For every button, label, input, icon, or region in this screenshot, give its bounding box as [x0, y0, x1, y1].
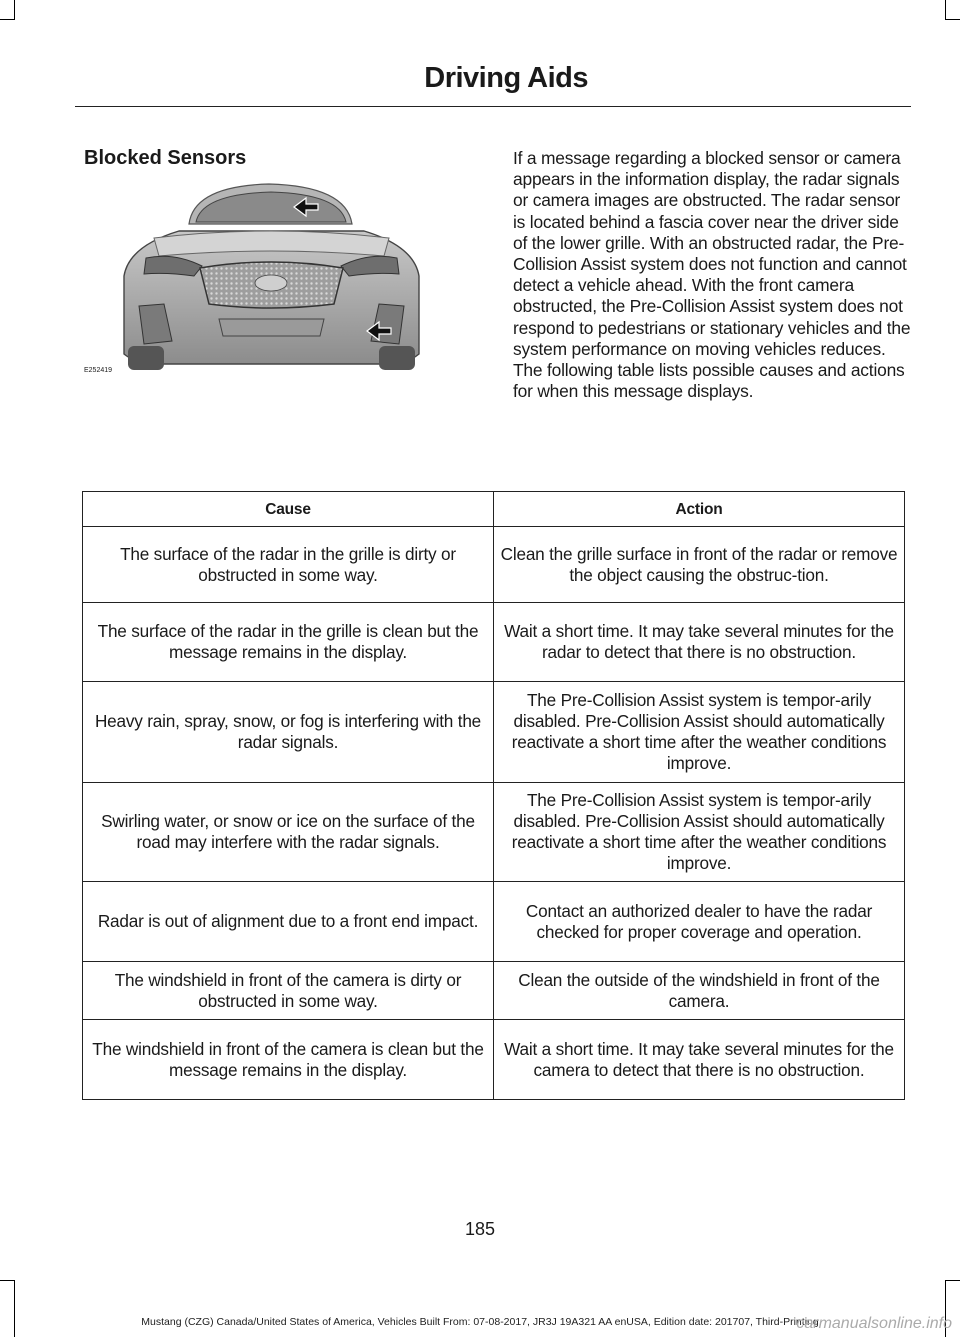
table-row [83, 882, 905, 962]
cause-cell: The surface of the radar in the grille is dirty or obstructed in some way. [83, 527, 494, 603]
page-number: 185 [464, 1219, 496, 1239]
cause-cell: The surface of the radar in the grille is clean but the message remains in the display. [83, 603, 494, 682]
crop-mark-bottom-left-horizontal [0, 1280, 15, 1281]
header-divider [75, 106, 911, 107]
table-row [83, 527, 905, 603]
left-tire [128, 346, 164, 370]
cause-cell: Heavy rain, spray, snow, or fog is interfering with the radar signals. [83, 682, 494, 783]
table-row [83, 783, 905, 882]
footer-edition-info: Mustang (CZG) Canada/United States of America, Vehicles Built From: 07-08-2017, JR3J 19A321 AA enUSA, Edition date: 201707, Third-Printing [141, 1316, 819, 1328]
action-column-header: Action [494, 492, 905, 527]
cause-cell: Radar is out of alignment due to a front end impact. [83, 882, 494, 962]
action-cell: Wait a short time. It may take several minutes for the radar to detect that there is no obstruction. [494, 603, 905, 682]
lower-grille [219, 319, 324, 336]
action-cell: The Pre-Collision Assist system is tempor-arily disabled. Pre-Collision Assist should automatically reactivate a short time after the weather conditions improve. [494, 783, 905, 882]
cause-cell: The windshield in front of the camera is dirty or obstructed in some way. [83, 962, 494, 1020]
table-row [83, 962, 905, 1020]
blocked-sensors-intro: If a message regarding a blocked sensor or camera appears in the information display, the radar signals or camera images are obstructed. The radar sensor is located behind a fascia cover near the driver side of the lower grille. With an obstructed radar, the Pre-Collision Assist system does not function and cannot detect a vehicle ahead. With the front camera obstructed, the Pre-Collision Assist system does not respond to pedestrians or stationary vehicles and the system performance on moving vehicles reduces. The following table lists possible causes and actions for when this message displays. [513, 148, 911, 402]
watermark: carmanualsonline.info [796, 1315, 952, 1332]
crop-mark-bottom-right-horizontal [945, 1280, 960, 1281]
crop-mark-top-left-horizontal [0, 19, 15, 20]
crop-mark-top-right-vertical [945, 0, 946, 19]
figure-id: E252419 [84, 367, 113, 374]
blocked-sensors-heading: Blocked Sensors [84, 147, 247, 169]
action-cell: Clean the outside of the windshield in front of the camera. [494, 962, 905, 1020]
right-tire [379, 346, 415, 370]
car-front-illustration [84, 176, 459, 381]
section-title: Driving Aids [424, 62, 588, 94]
blocked-sensor-causes-table [82, 491, 905, 1100]
action-cell: The Pre-Collision Assist system is tempor-arily disabled. Pre-Collision Assist should automatically reactivate a short time after the weather conditions improve. [494, 682, 905, 783]
crop-mark-bottom-left-vertical [14, 1280, 15, 1337]
table-row [83, 1020, 905, 1100]
action-cell: Contact an authorized dealer to have the radar checked for proper coverage and operation. [494, 882, 905, 962]
table-header-row [83, 492, 905, 527]
action-cell: Clean the grille surface in front of the radar or remove the object causing the obstruc-tion. [494, 527, 905, 603]
table-row [83, 682, 905, 783]
crop-mark-top-right-horizontal [945, 19, 960, 20]
action-cell: Wait a short time. It may take several minutes for the camera to detect that there is no obstruction. [494, 1020, 905, 1100]
pony-badge [255, 275, 287, 291]
crop-mark-top-left-vertical [14, 0, 15, 19]
cause-column-header: Cause [83, 492, 494, 527]
cause-cell: Swirling water, or snow or ice on the surface of the road may interfere with the radar signals. [83, 783, 494, 882]
table-row [83, 603, 905, 682]
cause-cell: The windshield in front of the camera is clean but the message remains in the display. [83, 1020, 494, 1100]
